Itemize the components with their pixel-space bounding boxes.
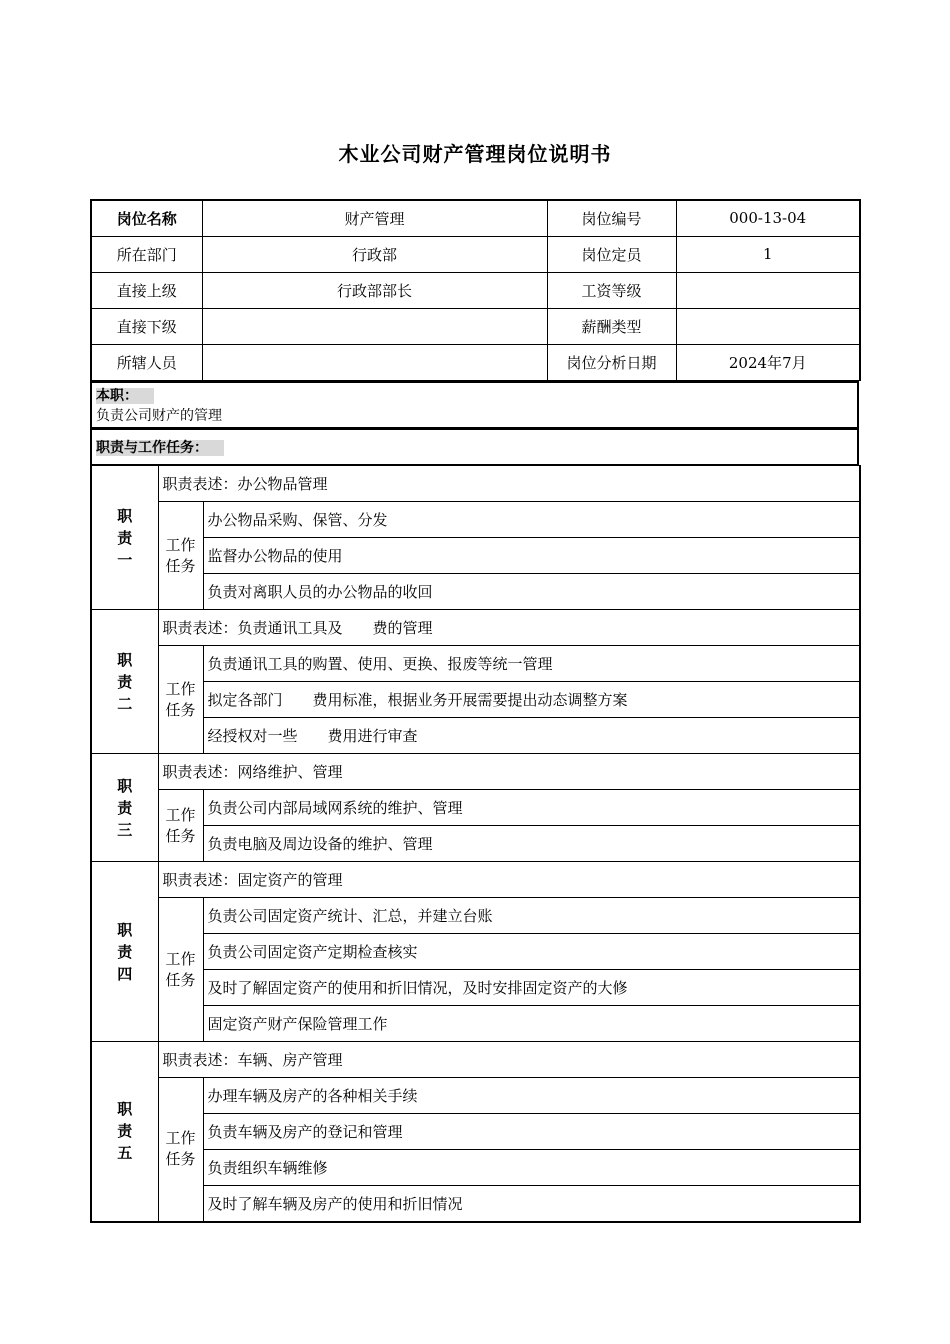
- duty-name-text: 职责二: [117, 650, 133, 713]
- label-superior: 直接上级: [91, 272, 202, 308]
- task-item: 办公物品采购、保管、分发: [203, 502, 860, 538]
- task-row: [91, 790, 860, 826]
- value-subordinate: [202, 308, 547, 344]
- task-row: [91, 934, 860, 970]
- duty-statement: 职责表述：固定资产的管理: [158, 862, 860, 898]
- task-item: 负责组织车辆维修: [203, 1150, 860, 1186]
- task-item: 负责电脑及周边设备的维护、管理: [203, 826, 860, 862]
- value-department: 行政部: [202, 236, 547, 272]
- duty-name: [91, 862, 158, 1042]
- value-position-name: 财产管理: [202, 200, 547, 236]
- duty-name-text: 职责一: [117, 506, 133, 569]
- task-item: 监督办公物品的使用: [203, 538, 860, 574]
- label-subordinate: 直接下级: [91, 308, 202, 344]
- label-salary-grade: 工资等级: [547, 272, 676, 308]
- value-superior: 行政部部长: [202, 272, 547, 308]
- label-department: 所在部门: [91, 236, 202, 272]
- work-task-label-text: 工作任务: [165, 679, 196, 719]
- value-position-code: 000-13-04: [676, 200, 860, 236]
- task-row: [91, 898, 860, 934]
- task-row: [91, 1006, 860, 1042]
- duty-name-text: 职责四: [117, 920, 133, 983]
- duty-name: [91, 466, 158, 610]
- duty-name-text: 职责五: [117, 1100, 133, 1163]
- label-analysis-date: 岗位分析日期: [547, 344, 676, 380]
- work-task-label: [158, 502, 203, 610]
- work-task-label: [158, 646, 203, 754]
- core-duty-cell: [91, 382, 858, 428]
- duty-name: [91, 1042, 158, 1222]
- task-row: [91, 826, 860, 862]
- task-row: [91, 1078, 860, 1114]
- task-row: [91, 682, 860, 718]
- value-pay-type: [676, 308, 860, 344]
- task-item: 负责对离职人员的办公物品的收回: [203, 574, 860, 610]
- duty-name: [91, 610, 158, 754]
- task-item: 及时了解车辆及房产的使用和折旧情况: [203, 1186, 860, 1222]
- task-row: [91, 538, 860, 574]
- work-task-label-text: 工作任务: [165, 535, 196, 575]
- label-position-name: 岗位名称: [91, 200, 202, 236]
- duty-statement: 职责表述：车辆、房产管理: [158, 1042, 860, 1078]
- work-task-label-text: 工作任务: [165, 1129, 196, 1169]
- duties-header-table: [90, 428, 859, 466]
- work-task-label-text: 工作任务: [165, 949, 196, 989]
- work-task-label: [158, 1078, 203, 1222]
- core-duty-text: 负责公司财产的管理: [96, 407, 222, 424]
- task-item: 经授权对一些 费用进行审查: [203, 718, 860, 754]
- task-row: [91, 718, 860, 754]
- task-item: 负责公司固定资产定期检查核实: [203, 934, 860, 970]
- task-item: 及时了解固定资产的使用和折旧情况，及时安排固定资产的大修: [203, 970, 860, 1006]
- task-row: [91, 646, 860, 682]
- task-row: [91, 1186, 860, 1222]
- duty-name: [91, 754, 158, 862]
- work-task-label: [158, 898, 203, 1042]
- duty-statement: 职责表述：负责通讯工具及 费的管理: [158, 610, 860, 646]
- work-task-label: [158, 790, 203, 862]
- task-item: 负责车辆及房产的登记和管理: [203, 1114, 860, 1150]
- label-position-code: 岗位编号: [547, 200, 676, 236]
- task-row: [91, 502, 860, 538]
- work-task-label-text: 工作任务: [165, 805, 196, 845]
- task-item: 办理车辆及房产的各种相关手续: [203, 1078, 860, 1114]
- task-row: [91, 574, 860, 610]
- duties-header: 职责与工作任务：: [96, 440, 224, 456]
- task-row: [91, 1150, 860, 1186]
- duty-name-text: 职责三: [117, 776, 133, 839]
- duty-statement-row: [91, 754, 860, 790]
- task-row: [91, 1114, 860, 1150]
- label-pay-type: 薪酬类型: [547, 308, 676, 344]
- duties-table: [90, 465, 861, 1223]
- label-staff: 所辖人员: [91, 344, 202, 380]
- task-item: 拟定各部门 费用标准，根据业务开展需要提出动态调整方案: [203, 682, 860, 718]
- task-item: 负责公司内部局域网系统的维护、管理: [203, 790, 860, 826]
- value-salary-grade: [676, 272, 860, 308]
- duty-statement-row: [91, 1042, 860, 1078]
- basic-info-table: [90, 199, 861, 381]
- job-description-sheet: [90, 199, 859, 1223]
- value-staff: [202, 344, 547, 380]
- duty-statement: 职责表述：办公物品管理: [158, 466, 860, 502]
- duty-statement-row: [91, 610, 860, 646]
- core-duty-table: [90, 381, 859, 428]
- task-item: 负责公司固定资产统计、汇总，并建立台账: [203, 898, 860, 934]
- duty-statement: 职责表述：网络维护、管理: [158, 754, 860, 790]
- core-duty-label: 本职：: [96, 388, 154, 404]
- duty-statement-row: [91, 862, 860, 898]
- value-headcount: 1: [676, 236, 860, 272]
- task-row: [91, 970, 860, 1006]
- task-item: 负责通讯工具的购置、使用、更换、报废等统一管理: [203, 646, 860, 682]
- value-analysis-date: 2024年7月: [676, 344, 860, 380]
- duty-statement-row: [91, 466, 860, 502]
- task-item: 固定资产财产保险管理工作: [203, 1006, 860, 1042]
- document-title: 木业公司财产管理岗位说明书: [338, 142, 612, 166]
- duties-header-cell: [91, 429, 858, 465]
- label-headcount: 岗位定员: [547, 236, 676, 272]
